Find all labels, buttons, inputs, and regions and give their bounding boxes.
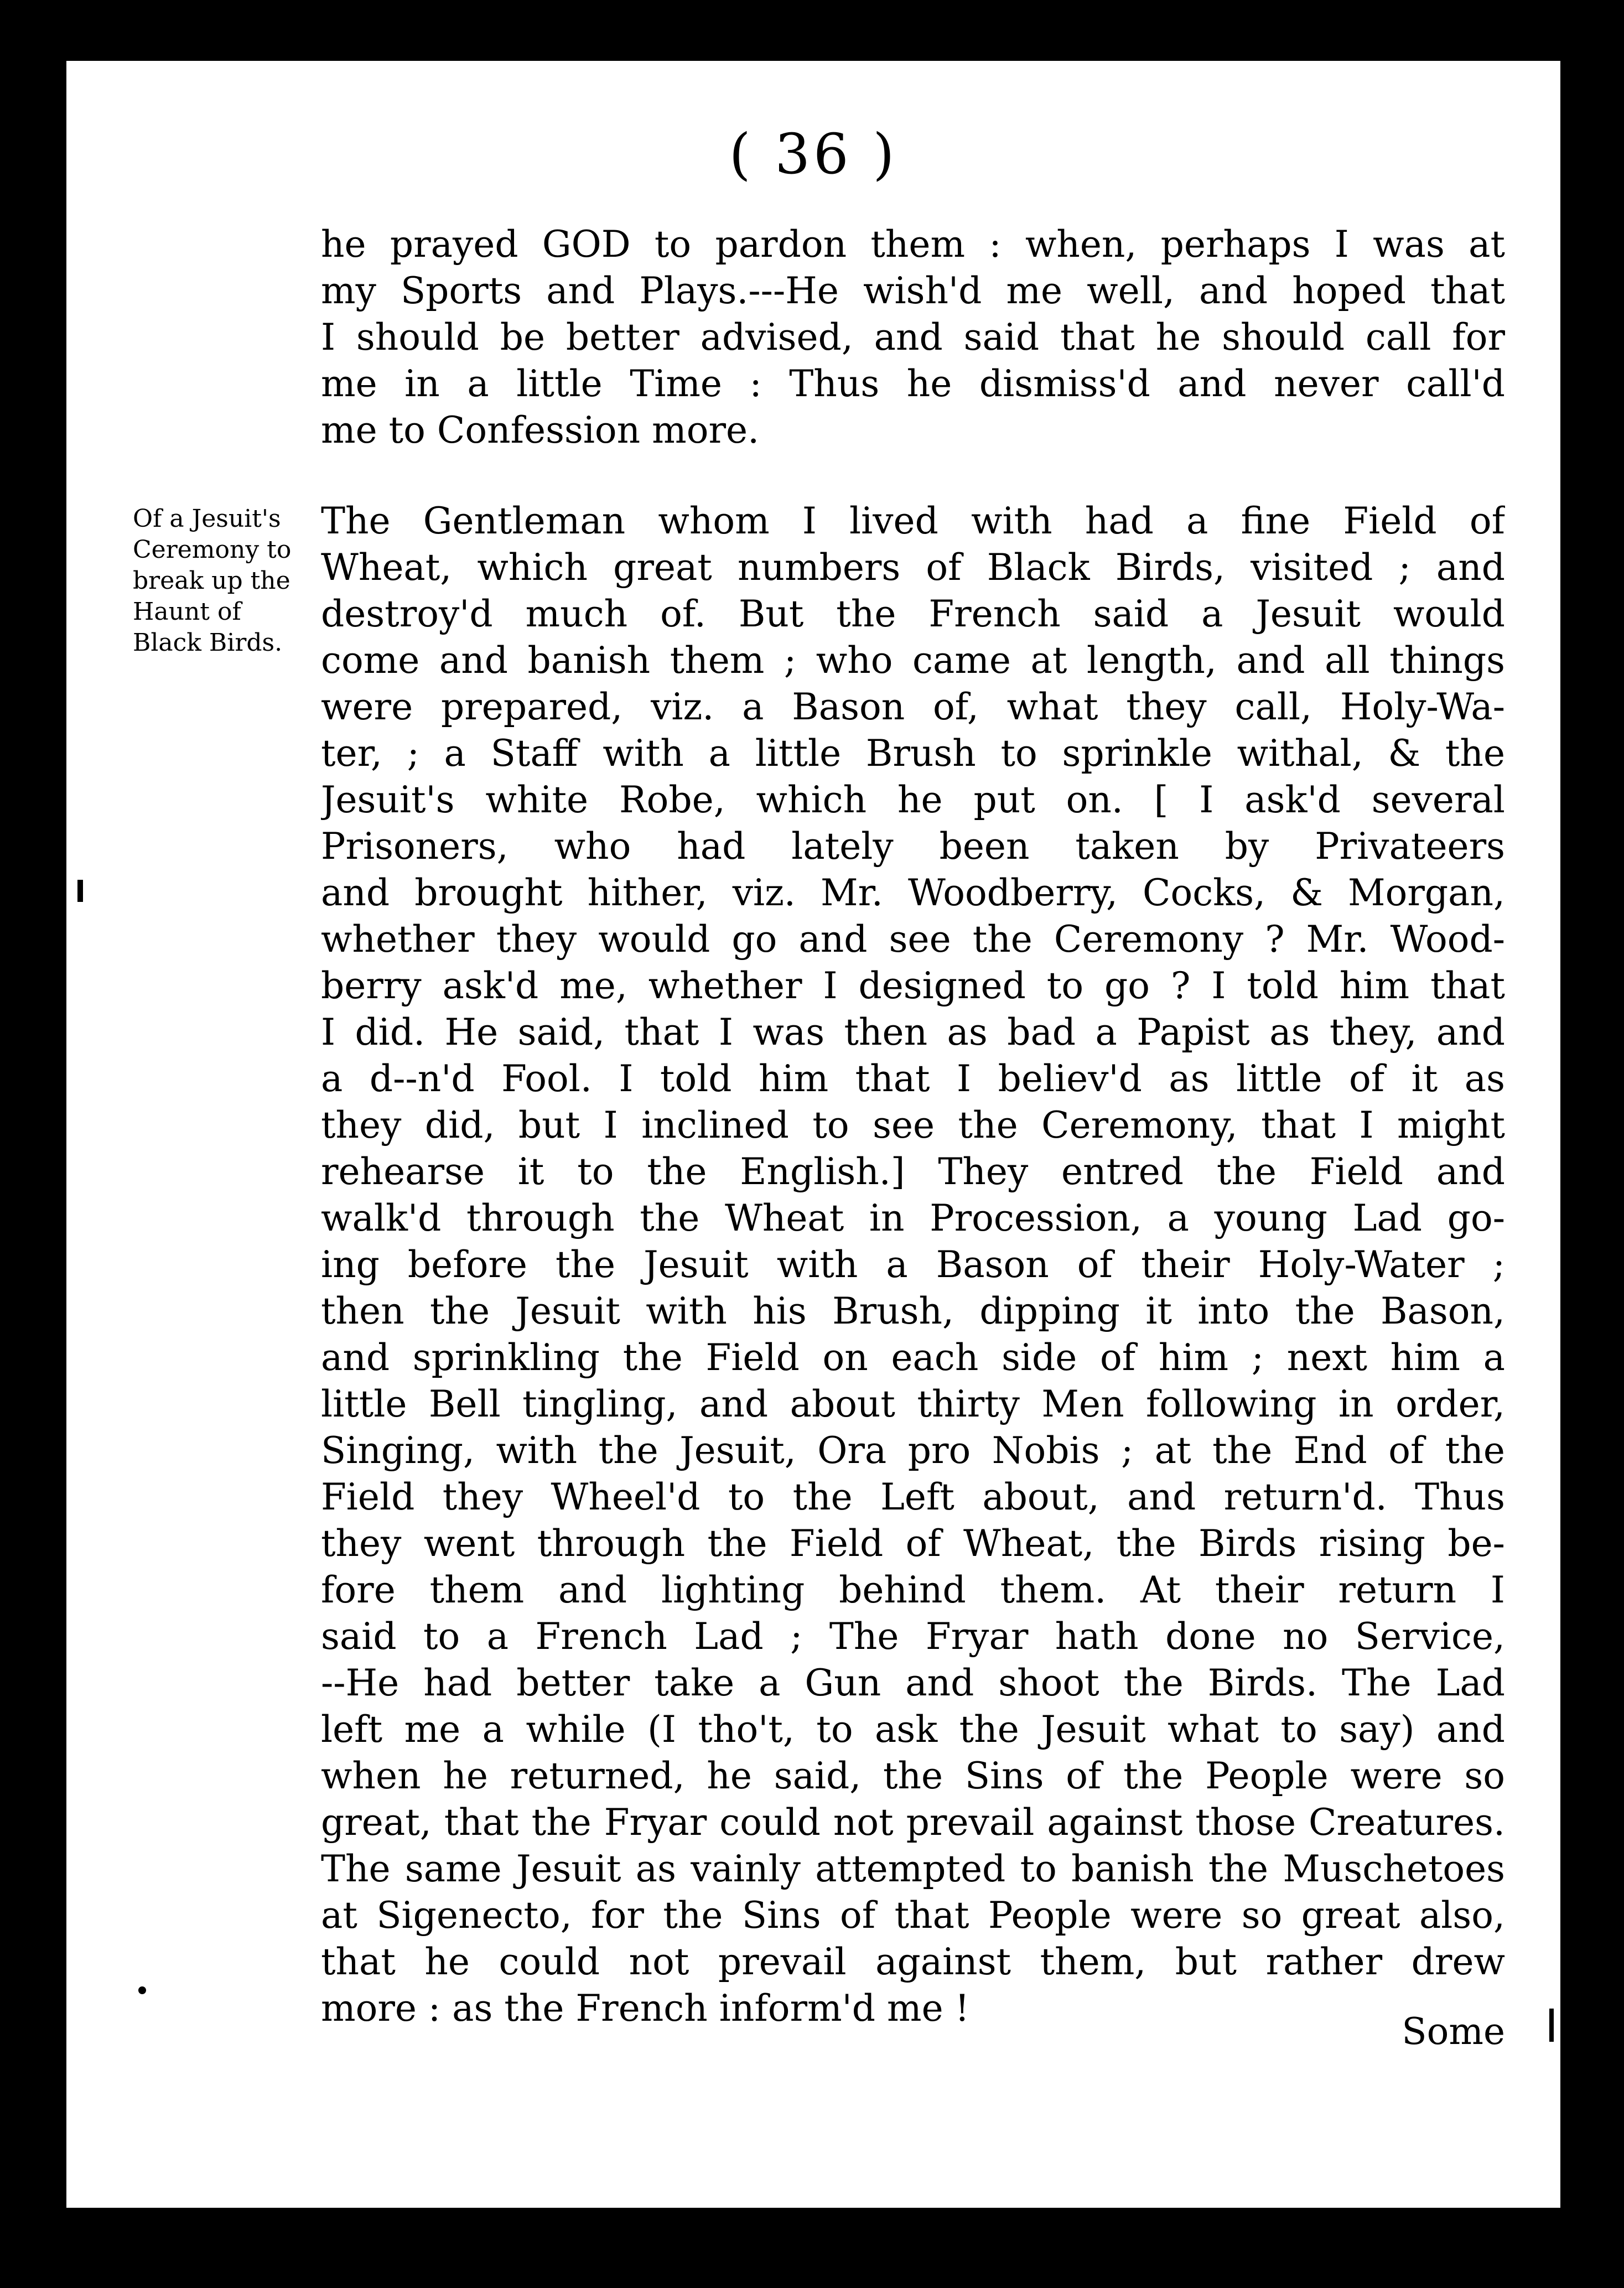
- text-line: rehearse it to the English.] They entred the Field and: [321, 1150, 1505, 1193]
- text-line: little Bell tingling, and about thirty Men following in order,: [321, 1383, 1505, 1425]
- text-line: I did. He said, that I was then as bad a Papist as they, and: [321, 1011, 1505, 1054]
- margin-note: [133, 504, 315, 658]
- text-line: were prepared, viz. a Bason of, what they call, Holy-Wa-: [321, 686, 1505, 728]
- text-line: Jesuit's white Robe, which he put on. [ I ask'd several: [321, 779, 1505, 821]
- page-number: ( 36 ): [729, 122, 898, 186]
- text-line: Wheat, which great numbers of Black Birds, visited ; and: [321, 546, 1505, 589]
- text-line: The Gentleman whom I lived with had a fine Field of: [321, 500, 1505, 542]
- catchword: Some: [1402, 2010, 1505, 2053]
- text-line: that he could not prevail against them, but rather drew: [321, 1941, 1505, 1983]
- paragraph-2: [321, 498, 1505, 2032]
- text-line: and sprinkling the Field on each side of him ; next him a: [321, 1336, 1505, 1379]
- text-line: they went through the Field of Wheat, the Birds rising be-: [321, 1522, 1505, 1565]
- text-line: me in a little Time : Thus he dismiss'd and never call'd: [321, 362, 1505, 405]
- margin-note-line: break up the: [133, 567, 290, 595]
- text-line: my Sports and Plays.---He wish'd me well, and hoped that: [321, 269, 1505, 312]
- text-line: they did, but I inclined to see the Ceremony, that I might: [321, 1104, 1505, 1146]
- text-line: he prayed GOD to pardon them : when, perhaps I was at: [321, 223, 1505, 266]
- text-line: --He had better take a Gun and shoot the Birds. The Lad: [321, 1662, 1505, 1704]
- text-line: Prisoners, who had lately been taken by Privateers: [321, 825, 1505, 868]
- text-line: fore them and lighting behind them. At their return I: [321, 1569, 1505, 1611]
- text-line: then the Jesuit with his Brush, dipping it into the Bason,: [321, 1290, 1505, 1332]
- margin-note-line: Haunt of: [133, 598, 241, 626]
- text-line: ter, ; a Staff with a little Brush to sprinkle withal, & the: [321, 732, 1505, 775]
- text-line: walk'd through the Wheat in Procession, a young Lad go-: [321, 1197, 1505, 1239]
- text-line: Field they Wheel'd to the Left about, and return'd. Thus: [321, 1476, 1505, 1518]
- text-line: a d--n'd Fool. I told him that I believ'd as little of it as: [321, 1057, 1505, 1100]
- text-line: at Sigenecto, for the Sins of that People were so great also,: [321, 1894, 1505, 1937]
- text-line: The same Jesuit as vainly attempted to banish the Muschetoes: [321, 1848, 1505, 1890]
- text-line: more : as the French inform'd me !: [321, 1987, 970, 2030]
- text-line: when he returned, he said, the Sins of the People were so: [321, 1755, 1505, 1797]
- text-line: great, that the Fryar could not prevail against those Creatures.: [321, 1801, 1505, 1844]
- text-line: berry ask'd me, whether I designed to go ? I told him that: [321, 964, 1505, 1007]
- paragraph-1: [321, 221, 1505, 454]
- text-line: destroy'd much of. But the French said a Jesuit would: [321, 593, 1505, 635]
- book-page: [66, 61, 1560, 2208]
- text-line: left me a while (I tho't, to ask the Jesuit what to say) and: [321, 1708, 1505, 1751]
- text-line: and brought hither, viz. Mr. Woodberry, Cocks, & Morgan,: [321, 871, 1505, 914]
- scan-speck: [1549, 2009, 1554, 2042]
- margin-note-line: Ceremony to: [133, 536, 292, 564]
- scan-speck: [138, 1986, 146, 1994]
- text-line: ing before the Jesuit with a Bason of their Holy-Water ;: [321, 1243, 1505, 1286]
- margin-note-line: Black Birds.: [133, 629, 283, 657]
- text-line: whether they would go and see the Ceremony ? Mr. Wood-: [321, 918, 1505, 961]
- text-line: Singing, with the Jesuit, Ora pro Nobis ; at the End of the: [321, 1429, 1505, 1472]
- text-line: I should be better advised, and said that he should call for: [321, 316, 1505, 359]
- text-line: come and banish them ; who came at length, and all things: [321, 639, 1505, 682]
- margin-note-line: Of a Jesuit's: [133, 505, 281, 533]
- text-line: said to a French Lad ; The Fryar hath done no Service,: [321, 1615, 1505, 1658]
- scan-speck: [77, 880, 83, 902]
- text-line: me to Confession more.: [321, 409, 760, 452]
